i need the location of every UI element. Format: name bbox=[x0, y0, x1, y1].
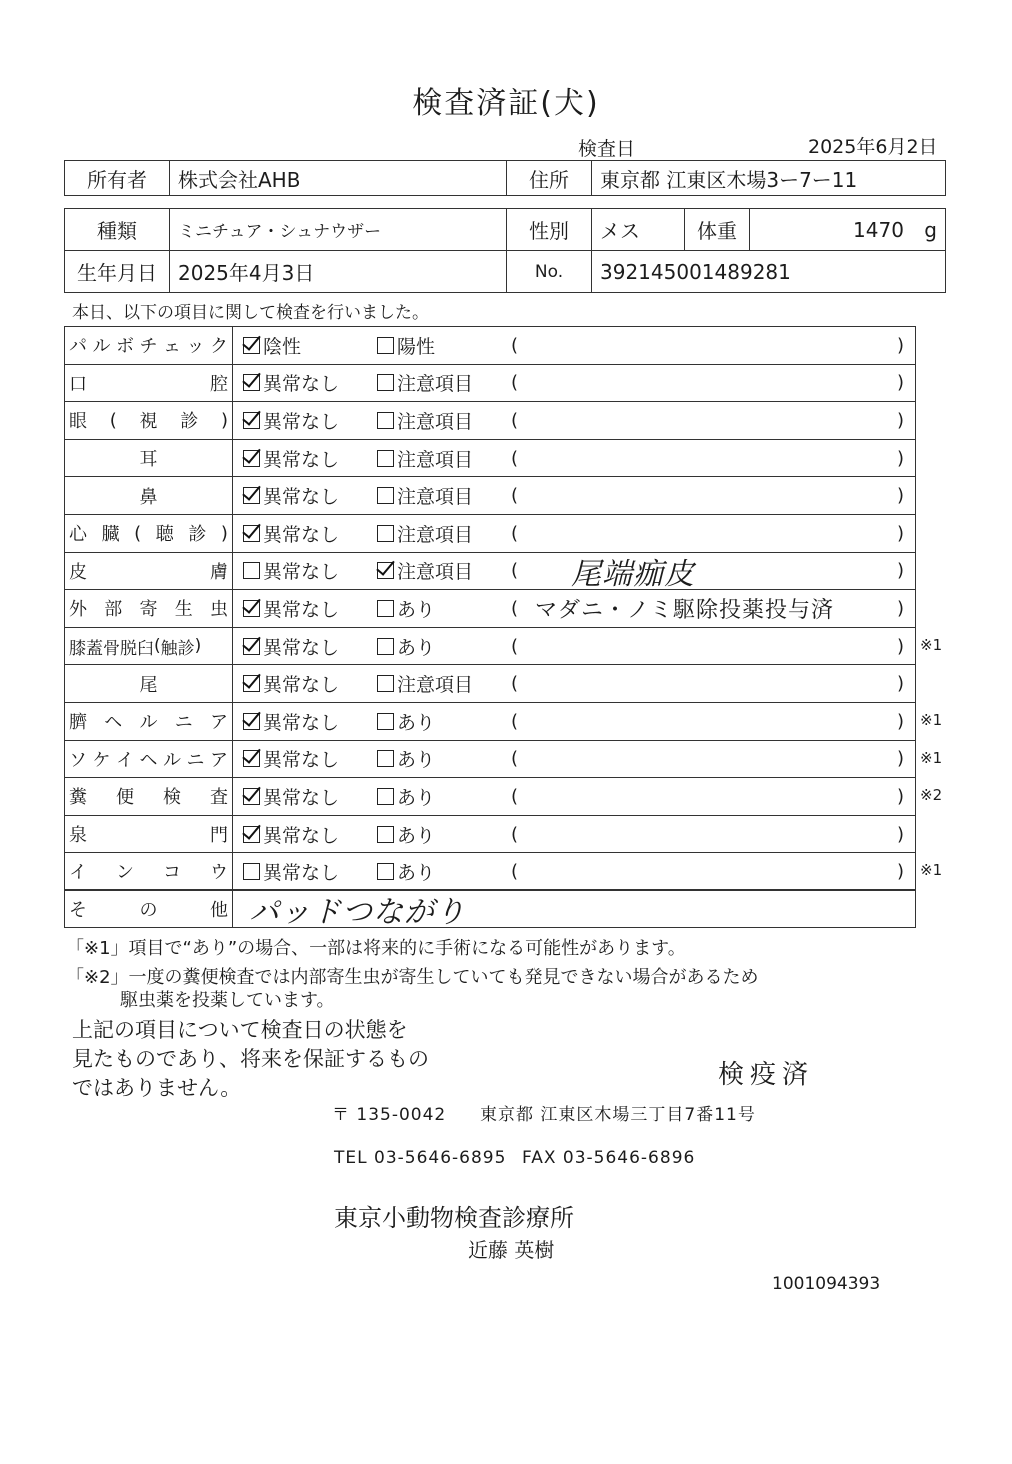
owner-label: 所有者 bbox=[65, 161, 170, 196]
option-label: あり bbox=[397, 749, 436, 772]
footnote-mark: ※1 bbox=[920, 635, 943, 654]
option-label: 陰性 bbox=[263, 335, 302, 358]
exam-row bbox=[64, 740, 916, 778]
quarantine-stamp: 検疫済 bbox=[718, 1060, 815, 1090]
row-name-char: 骨 bbox=[103, 638, 120, 659]
row-name-char: 臍 bbox=[69, 712, 87, 734]
option-label: 異常なし bbox=[263, 824, 340, 847]
paren-close: ) bbox=[897, 447, 905, 469]
option-label: 異常なし bbox=[263, 486, 340, 509]
option-label: あり bbox=[397, 711, 436, 734]
exam-row bbox=[64, 326, 916, 364]
checkbox-icon[interactable] bbox=[377, 600, 394, 617]
option-label: あり bbox=[397, 598, 436, 621]
row-name-char: 尾 bbox=[139, 674, 158, 696]
option-normal[interactable] bbox=[243, 477, 339, 514]
weight-value: 1470 bbox=[853, 217, 904, 242]
owner-value: 株式会社AHB bbox=[170, 161, 507, 196]
option-label: 異常なし bbox=[263, 711, 340, 734]
option-caution[interactable] bbox=[377, 590, 435, 627]
exam-date: 2025年6月2日 bbox=[808, 136, 938, 158]
option-normal[interactable] bbox=[243, 553, 339, 590]
weight-label: 体重 bbox=[685, 209, 750, 251]
row-name-char: ) bbox=[194, 636, 202, 657]
paren-close: ) bbox=[897, 673, 905, 695]
row-name-char: 聴 bbox=[155, 524, 174, 546]
other-value: パッドつながり bbox=[249, 894, 466, 930]
row-name-char: 膚 bbox=[210, 561, 228, 583]
checked-box-icon[interactable] bbox=[243, 675, 260, 692]
option-label: あり bbox=[397, 861, 436, 884]
row-name-char: ヘ bbox=[104, 712, 123, 734]
row-name-char: 耳 bbox=[139, 449, 158, 471]
option-normal[interactable] bbox=[243, 703, 339, 740]
row-name-char: ア bbox=[210, 749, 228, 771]
option-label: 異常なし bbox=[263, 523, 340, 546]
checkbox-icon[interactable] bbox=[243, 562, 260, 579]
row-name-char: 臓 bbox=[101, 524, 120, 546]
dog-info-table bbox=[64, 208, 946, 293]
exam-item-name bbox=[65, 440, 233, 477]
exam-item-name bbox=[65, 402, 233, 439]
paren-open: ( bbox=[511, 635, 519, 657]
option-caution[interactable] bbox=[377, 778, 435, 815]
finding-note: 尾端痂皮 bbox=[571, 556, 695, 592]
exam-row bbox=[64, 476, 916, 514]
exam-item-name bbox=[65, 665, 233, 702]
paren-close: ) bbox=[897, 635, 905, 657]
checked-box-icon[interactable] bbox=[243, 826, 260, 843]
checked-box-icon[interactable] bbox=[243, 487, 260, 504]
row-name-char: ニ bbox=[186, 749, 205, 771]
checkbox-icon[interactable] bbox=[377, 863, 394, 880]
option-label: 注意項目 bbox=[397, 410, 474, 433]
cert-line: ではありません。 bbox=[72, 1076, 242, 1100]
checkbox-icon[interactable] bbox=[377, 412, 394, 429]
option-normal[interactable] bbox=[243, 741, 339, 778]
checkbox-icon[interactable] bbox=[377, 788, 394, 805]
option-normal[interactable] bbox=[243, 665, 339, 702]
clinic-address: 東京都 江東区木場三丁目7番11号 bbox=[480, 1105, 756, 1125]
paren-open: ( bbox=[511, 860, 519, 882]
row-name-char: ヘ bbox=[139, 749, 158, 771]
exam-item-name bbox=[65, 553, 233, 590]
option-label: あり bbox=[397, 824, 436, 847]
option-label: 注意項目 bbox=[397, 486, 474, 509]
exam-item-name bbox=[65, 515, 233, 552]
row-name-char: 検 bbox=[163, 787, 181, 809]
row-name-char: 部 bbox=[104, 599, 123, 621]
row-name-char: イ bbox=[69, 862, 87, 884]
paren-open: ( bbox=[511, 409, 519, 431]
exam-date-label: 検査日 bbox=[578, 138, 636, 160]
no-value: 392145001489281 bbox=[592, 251, 946, 293]
exam-item-name bbox=[65, 778, 233, 815]
paren-open: ( bbox=[511, 823, 519, 845]
checkbox-icon[interactable] bbox=[377, 826, 394, 843]
exam-row bbox=[64, 514, 916, 552]
row-name-char: コ bbox=[163, 862, 181, 884]
exam-row bbox=[64, 401, 916, 439]
row-name-char: ッ bbox=[186, 336, 205, 358]
exam-row bbox=[64, 777, 916, 815]
exam-row bbox=[64, 627, 916, 665]
row-name-char: ( bbox=[109, 409, 117, 431]
exam-row bbox=[64, 589, 916, 627]
cert-line: 上記の項目について検査日の状態を bbox=[72, 1018, 408, 1042]
row-name-char: ケ bbox=[92, 749, 111, 771]
checkbox-icon[interactable] bbox=[377, 337, 394, 354]
row-name-char: チ bbox=[139, 336, 158, 358]
checked-box-icon[interactable] bbox=[243, 374, 260, 391]
certification-text bbox=[72, 1016, 429, 1103]
row-name-char: 外 bbox=[69, 599, 87, 621]
paren-open: ( bbox=[511, 334, 519, 356]
exam-item-name bbox=[65, 703, 233, 740]
row-name-char: パ bbox=[69, 336, 87, 358]
paren-open: ( bbox=[511, 710, 519, 732]
row-name-char: 他 bbox=[210, 899, 228, 921]
row-name-char: ) bbox=[220, 409, 228, 431]
option-label: 注意項目 bbox=[397, 674, 474, 697]
row-name-char: ) bbox=[220, 522, 228, 544]
checked-box-icon[interactable] bbox=[243, 525, 260, 542]
paren-open: ( bbox=[511, 785, 519, 807]
option-caution[interactable] bbox=[377, 440, 473, 477]
option-normal[interactable] bbox=[243, 515, 339, 552]
footnote-mark: ※1 bbox=[920, 748, 943, 767]
birth-value: 2025年4月3日 bbox=[170, 251, 507, 293]
paren-open: ( bbox=[511, 372, 519, 394]
checkbox-icon[interactable] bbox=[377, 450, 394, 467]
option-caution[interactable] bbox=[377, 665, 473, 702]
row-name-char: 口 bbox=[69, 373, 87, 395]
checkbox-icon[interactable] bbox=[377, 374, 394, 391]
exam-row bbox=[64, 664, 916, 702]
breed-label: 種類 bbox=[65, 209, 170, 251]
option-caution[interactable] bbox=[377, 816, 435, 853]
row-name-char: 診 bbox=[177, 638, 195, 659]
option-normal[interactable] bbox=[243, 590, 339, 627]
footnote-1: 「※1」項目で“あり”の場合、一部は将来的に手術になる可能性があります。 bbox=[66, 938, 686, 959]
row-name-char: ボ bbox=[116, 336, 134, 358]
checkbox-icon[interactable] bbox=[377, 675, 394, 692]
checked-box-icon[interactable] bbox=[243, 713, 260, 730]
option-label: 注意項目 bbox=[397, 373, 474, 396]
exam-row bbox=[64, 815, 916, 853]
row-name-char: 皮 bbox=[69, 561, 87, 583]
row-name-char: ル bbox=[92, 336, 111, 358]
checked-box-icon[interactable] bbox=[243, 638, 260, 655]
option-normal[interactable] bbox=[243, 402, 339, 439]
paren-close: ) bbox=[897, 372, 905, 394]
option-label: 異常なし bbox=[263, 674, 340, 697]
row-name-char: ル bbox=[139, 712, 158, 734]
footnote-2-cont: 駆虫薬を投薬しています。 bbox=[120, 990, 335, 1011]
paren-close: ) bbox=[897, 860, 905, 882]
paren-open: ( bbox=[511, 447, 519, 469]
no-label: No. bbox=[507, 251, 592, 293]
row-name-char: 膝 bbox=[69, 638, 86, 659]
cert-line: 見たものであり、将来を保証するもの bbox=[72, 1047, 429, 1071]
row-name-char: ソ bbox=[69, 749, 87, 771]
paren-close: ) bbox=[897, 748, 905, 770]
option-caution[interactable] bbox=[377, 703, 435, 740]
exam-checklist bbox=[64, 326, 916, 928]
other-row bbox=[64, 890, 916, 928]
row-name-char: ェ bbox=[163, 336, 181, 358]
checkbox-icon[interactable] bbox=[377, 525, 394, 542]
paren-close: ) bbox=[897, 823, 905, 845]
exam-row bbox=[64, 552, 916, 590]
paren-close: ) bbox=[897, 597, 905, 619]
option-label: 異常なし bbox=[263, 448, 340, 471]
checked-box-icon[interactable] bbox=[243, 788, 260, 805]
row-name-char: イ bbox=[116, 749, 134, 771]
row-name-char: 便 bbox=[116, 787, 134, 809]
other-label bbox=[65, 891, 233, 927]
row-name-char: 糞 bbox=[69, 787, 87, 809]
option-caution[interactable] bbox=[377, 741, 435, 778]
paren-open: ( bbox=[511, 597, 519, 619]
address-value: 東京都 江東区木場3ー7ー11 bbox=[592, 161, 946, 196]
row-name-char: 心 bbox=[69, 524, 87, 546]
option-normal[interactable] bbox=[243, 365, 339, 402]
checked-box-icon[interactable] bbox=[243, 337, 260, 354]
row-name-char: 寄 bbox=[139, 599, 158, 621]
exam-item-name bbox=[65, 853, 233, 889]
footnote-2: 「※2」一度の糞便検査では内部寄生虫が寄生していても発見できない場合があるため bbox=[66, 967, 759, 988]
checkbox-icon[interactable] bbox=[377, 713, 394, 730]
breed-value: ミニチュア・シュナウザー bbox=[170, 209, 507, 251]
row-name-char: 視 bbox=[139, 411, 158, 433]
row-name-char: 脱 bbox=[120, 638, 137, 659]
option-caution[interactable] bbox=[377, 553, 473, 590]
footnote-mark: ※2 bbox=[920, 786, 943, 805]
option-normal[interactable] bbox=[243, 778, 339, 815]
option-label: 異常なし bbox=[263, 598, 340, 621]
paren-close: ) bbox=[897, 560, 905, 582]
row-name-char: 生 bbox=[174, 599, 193, 621]
paren-close: ) bbox=[897, 334, 905, 356]
checkbox-icon[interactable] bbox=[377, 487, 394, 504]
option-normal[interactable] bbox=[243, 628, 339, 665]
option-label: 異常なし bbox=[263, 373, 340, 396]
exam-item-name bbox=[65, 477, 233, 514]
option-caution[interactable] bbox=[377, 853, 435, 889]
checkbox-icon[interactable] bbox=[377, 750, 394, 767]
doctor-name: 近藤 英樹 bbox=[468, 1238, 555, 1262]
option-label: 異常なし bbox=[263, 861, 340, 884]
option-normal[interactable] bbox=[243, 440, 339, 477]
row-name-char: 査 bbox=[210, 787, 228, 809]
clinic-fax: FAX 03-5646-6896 bbox=[522, 1148, 696, 1168]
option-caution[interactable] bbox=[377, 477, 473, 514]
serial-number: 1001094393 bbox=[772, 1274, 881, 1294]
checked-box-icon[interactable] bbox=[377, 562, 394, 579]
row-name-char: ( bbox=[154, 636, 161, 657]
exam-item-name bbox=[65, 628, 233, 665]
exam-item-name bbox=[65, 365, 233, 402]
paren-close: ) bbox=[897, 409, 905, 431]
option-label: 異常なし bbox=[263, 636, 340, 659]
page-title: 検査済証(犬) bbox=[412, 86, 600, 121]
exam-item-name bbox=[65, 741, 233, 778]
footnote-mark: ※1 bbox=[920, 711, 943, 729]
sex-label: 性別 bbox=[507, 209, 592, 251]
option-label: 注意項目 bbox=[397, 523, 474, 546]
option-label: 陽性 bbox=[397, 335, 436, 358]
clinic-tel: TEL 03-5646-6895 bbox=[334, 1148, 507, 1168]
option-label: あり bbox=[397, 786, 436, 809]
row-name-char: 蓋 bbox=[86, 638, 103, 659]
option-caution[interactable] bbox=[377, 327, 435, 364]
exam-item-name bbox=[65, 327, 233, 364]
exam-row bbox=[64, 702, 916, 740]
option-caution[interactable] bbox=[377, 402, 473, 439]
exam-row bbox=[64, 439, 916, 477]
row-name-char: ニ bbox=[174, 712, 193, 734]
row-name-char: 虫 bbox=[210, 599, 228, 621]
option-normal[interactable] bbox=[243, 853, 339, 889]
row-name-char: ン bbox=[116, 862, 134, 884]
sex-value: メス bbox=[592, 209, 685, 251]
paren-open: ( bbox=[511, 560, 519, 582]
row-name-char: 泉 bbox=[69, 825, 87, 847]
option-normal[interactable] bbox=[243, 327, 301, 364]
option-label: 異常なし bbox=[263, 749, 340, 772]
option-label: 異常なし bbox=[263, 561, 340, 584]
checkbox-icon[interactable] bbox=[377, 638, 394, 655]
row-name-char: そ bbox=[69, 899, 87, 921]
option-label: 異常なし bbox=[263, 410, 340, 433]
option-label: あり bbox=[397, 636, 436, 659]
weight-unit: g bbox=[924, 217, 937, 242]
paren-close: ) bbox=[897, 785, 905, 807]
exam-row bbox=[64, 364, 916, 402]
paren-open: ( bbox=[511, 673, 519, 695]
address-label: 住所 bbox=[507, 161, 592, 196]
option-caution[interactable] bbox=[377, 515, 473, 552]
row-name-char: 門 bbox=[210, 825, 228, 847]
checked-box-icon[interactable] bbox=[243, 412, 260, 429]
paren-close: ) bbox=[897, 522, 905, 544]
birth-label: 生年月日 bbox=[65, 251, 170, 293]
paren-close: ) bbox=[897, 710, 905, 732]
row-name-char: ル bbox=[163, 749, 181, 771]
row-name-char: 腔 bbox=[210, 373, 228, 395]
row-name-char: 鼻 bbox=[139, 486, 158, 508]
row-name-char: ウ bbox=[210, 862, 228, 884]
checked-box-icon[interactable] bbox=[243, 450, 260, 467]
exam-item-name bbox=[65, 816, 233, 853]
row-name-char: の bbox=[139, 899, 158, 921]
paren-open: ( bbox=[511, 522, 519, 544]
paren-close: ) bbox=[897, 485, 905, 507]
postal-code: 〒 135-0042 bbox=[332, 1105, 447, 1125]
row-name-char: 診 bbox=[188, 524, 207, 546]
intro-text: 本日、以下の項目に関して検査を行いました。 bbox=[72, 303, 429, 323]
finding-note: マダニ・ノミ駆除投薬投与済 bbox=[535, 597, 835, 623]
option-normal[interactable] bbox=[243, 816, 339, 853]
weight-cell bbox=[750, 209, 946, 251]
checked-box-icon[interactable] bbox=[243, 750, 260, 767]
option-label: 異常なし bbox=[263, 786, 340, 809]
row-name-char: ア bbox=[210, 712, 228, 734]
row-name-char: 診 bbox=[180, 411, 199, 433]
option-caution[interactable] bbox=[377, 628, 435, 665]
option-label: 注意項目 bbox=[397, 561, 474, 584]
option-label: 注意項目 bbox=[397, 448, 474, 471]
row-name-char: ク bbox=[210, 336, 228, 358]
checked-box-icon[interactable] bbox=[243, 600, 260, 617]
exam-row bbox=[64, 852, 916, 890]
row-name-char: ( bbox=[134, 522, 142, 544]
paren-open: ( bbox=[511, 748, 519, 770]
checkbox-icon[interactable] bbox=[243, 863, 260, 880]
row-name-char: 眼 bbox=[69, 411, 87, 433]
owner-table bbox=[64, 160, 946, 196]
option-caution[interactable] bbox=[377, 365, 473, 402]
row-name-char: 臼 bbox=[137, 638, 154, 659]
row-name-char: 触 bbox=[160, 638, 178, 659]
exam-item-name bbox=[65, 590, 233, 627]
paren-open: ( bbox=[511, 485, 519, 507]
clinic-name: 東京小動物検査診療所 bbox=[334, 1204, 574, 1232]
footnote-mark: ※1 bbox=[920, 861, 943, 880]
